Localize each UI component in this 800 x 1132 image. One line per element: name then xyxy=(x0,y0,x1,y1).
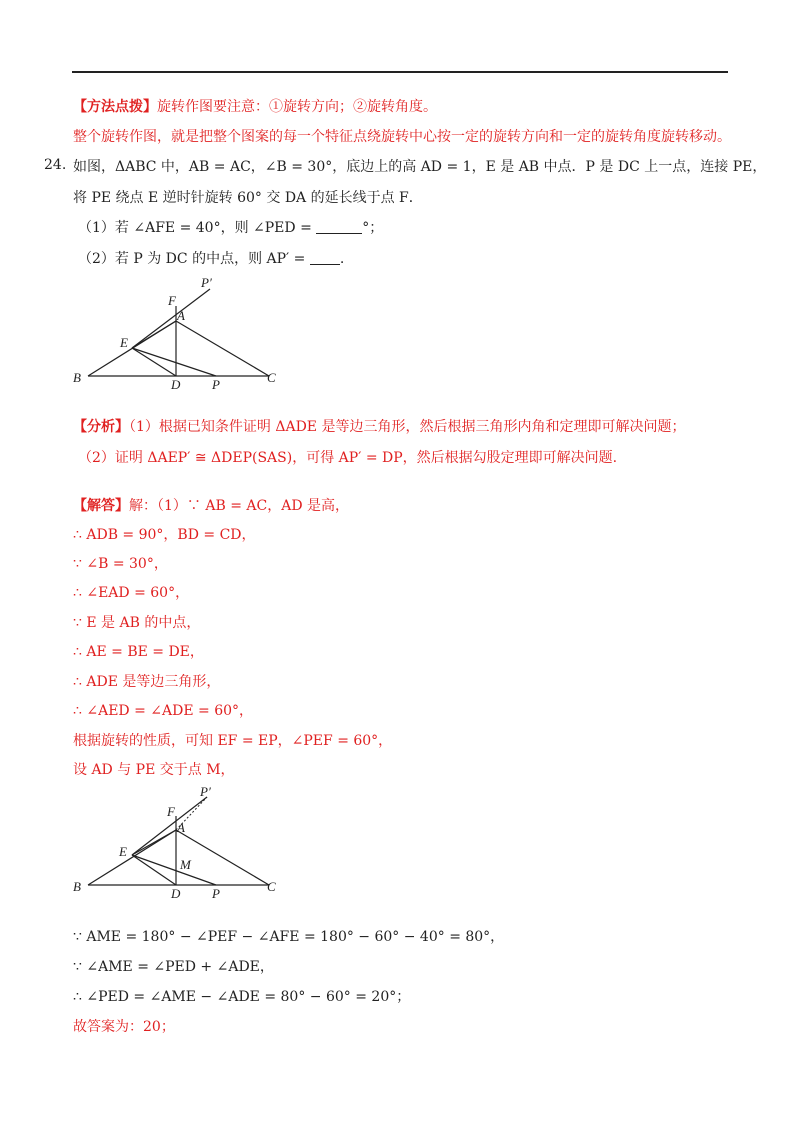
segment-EP xyxy=(132,348,216,376)
q2-answer-blank[interactable] xyxy=(310,250,340,265)
label-B: B xyxy=(73,370,81,385)
question-1 xyxy=(78,218,383,238)
figure-1 xyxy=(70,275,300,390)
final-answer: 故答案为：20； xyxy=(73,1019,175,1035)
q1-suffix: °； xyxy=(362,220,384,236)
analysis-line2: （2）证明 ΔAEP′ ≅ ΔDEP(SAS)，可得 AP′ = DP，然后根据勾股定理即可解决问题. xyxy=(78,450,618,466)
solution-after-3: ∴ ∠PED = ∠AME − ∠ADE = 80° − 60° = 20°； xyxy=(73,989,411,1005)
solution-after-2: ∵ ∠AME = ∠PED + ∠ADE， xyxy=(73,959,274,975)
q2-suffix: . xyxy=(339,251,345,267)
analysis-line1 xyxy=(73,417,685,437)
figure-2 xyxy=(70,785,300,900)
label-P-prime: P′ xyxy=(201,275,212,290)
label-F: F xyxy=(168,293,176,308)
solution-intro xyxy=(73,496,349,516)
solution-step-6: ∴ ADE 是等边三角形， xyxy=(73,674,221,690)
solution-label: 【解答】 xyxy=(73,498,129,514)
method-tip-text: 旋转作图要注意：①旋转方向；②旋转角度。 xyxy=(157,99,437,115)
solution-step-8: 根据旋转的性质，可知 EF = EP，∠PEF = 60°， xyxy=(73,733,393,749)
problem-line1: 如图，ΔABC 中，AB = AC，∠B = 30°，底边上的高 AD = 1，E 是 AB 中点．P 是 DC 上一点，连接 PE， xyxy=(73,159,767,175)
solution-step-9: 设 AD 与 PE 交于点 M， xyxy=(73,762,235,778)
question-2 xyxy=(78,249,344,269)
label-D: D xyxy=(171,886,181,900)
segment-EA xyxy=(132,321,176,348)
segment-ED xyxy=(132,855,176,885)
label-A: A xyxy=(177,308,185,323)
analysis-label: 【分析】 xyxy=(73,419,129,435)
problem-number: 24. xyxy=(44,157,67,173)
q2-text: （2）若 P 为 DC 的中点，则 AP′ = xyxy=(78,251,306,267)
method-tip-line2: 整个旋转作图，就是把整个图案的每一个特征点绕旋转中心按一定的旋转方向和一定的旋转角度旋转移动。 xyxy=(73,129,731,145)
method-tip-label: 【方法点拨】 xyxy=(73,99,157,115)
q1-text: （1）若 ∠AFE = 40°，则 ∠PED = xyxy=(78,220,312,236)
segment-EA xyxy=(132,830,176,855)
q1-answer-blank[interactable] xyxy=(316,219,362,234)
analysis-text1: （1）根据已知条件证明 ΔADE 是等边三角形，然后根据三角形内角和定理即可解决问题； xyxy=(129,419,686,435)
solution-after-1: ∵ AME = 180° − ∠PEF − ∠AFE = 180° − 60° − 40° = 80°， xyxy=(73,929,505,945)
label-C: C xyxy=(267,370,276,385)
solution-step-7: ∴ ∠AED = ∠ADE = 60°， xyxy=(73,703,254,719)
solution-step-5: ∴ AE = BE = DE， xyxy=(73,644,204,660)
problem-line2: 将 PE 绕点 E 逆时针旋转 60° 交 DA 的延长线于点 F． xyxy=(73,190,423,206)
top-rule xyxy=(72,71,728,73)
segment-BA xyxy=(88,830,176,885)
label-D: D xyxy=(171,377,181,390)
method-tip xyxy=(73,97,437,117)
label-P: P xyxy=(212,886,220,900)
label-E: E xyxy=(120,335,128,350)
label-P: P xyxy=(212,377,220,390)
label-F: F xyxy=(167,804,175,819)
solution-step-4: ∵ E 是 AB 的中点， xyxy=(73,615,201,631)
label-B: B xyxy=(73,879,81,894)
label-M: M xyxy=(180,857,191,872)
label-A: A xyxy=(177,820,185,835)
solution-step-3: ∴ ∠EAD = 60°， xyxy=(73,585,190,601)
label-P-prime: P′ xyxy=(200,785,211,799)
solution-intro-text: 解：（1）∵ AB = AC，AD 是高， xyxy=(129,498,349,514)
segment-EP xyxy=(132,855,216,885)
solution-step-2: ∵ ∠B = 30°， xyxy=(73,556,168,572)
label-E: E xyxy=(119,844,127,859)
solution-step-1: ∴ ADB = 90°，BD = CD， xyxy=(73,527,256,543)
label-C: C xyxy=(267,879,276,894)
segment-ED xyxy=(132,348,176,376)
